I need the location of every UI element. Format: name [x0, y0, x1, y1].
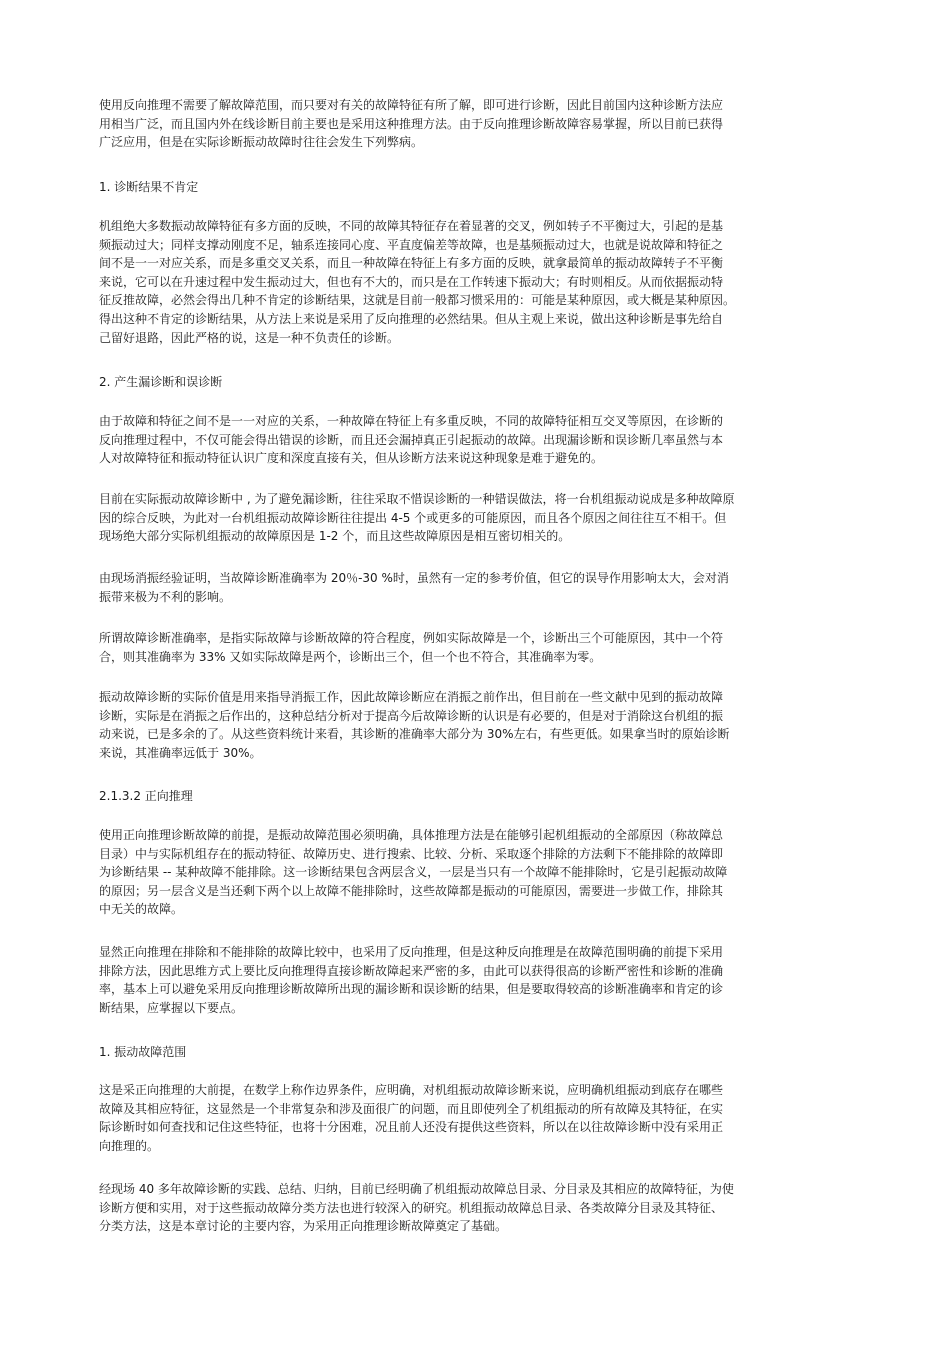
text-line: 振动故障诊断的实际价值是用来指导消振工作，因此故障诊断应在消振之前作出，但目前在一些文献中见到的振动故障 — [99, 690, 724, 704]
section-heading: 1. 振动故障范围 — [99, 1045, 187, 1059]
text-line: 频振动过大；同样支撑动刚度不足，轴系连接同心度、平直度偏差等故障，也是基频振动过大，也就是说故障和特征之 — [99, 237, 724, 252]
paragraph-forward-reasoning-advantage — [99, 943, 819, 1017]
text-line: 诊断，实际是在消振之后作出的，这种总结分析对于提高今后故障诊断的认识是有必要的，但是对于消除这台机组的振 — [99, 708, 724, 723]
text-line: 动来说，已是多余的了。从这些资料统计来看，其诊断的准确率大部分为 30%左右，有些更低。如果拿当时的原始诊断 — [99, 727, 730, 742]
heading-forward-reasoning — [99, 787, 819, 806]
text-line: 机组绝大多数振动故障特征有多方面的反映，不同的故障其特征存在着显著的交叉，例如转子不平衡过大，引起的是基 — [99, 219, 724, 233]
text-line: 目前在实际振动故障诊断中 , 为了避免漏诊断，往往采取不惜误诊断的一种错误做法，将一台机组振动说成是多种故障原 — [99, 492, 735, 506]
text-line: 故障及其相应特征，这显然是一个非常复杂和涉及面很广的问题，而且即使列全了机组振动的所有故障及其特征，在实 — [99, 1101, 724, 1116]
text-line: 诊断方便和实用，对于这些振动故障分类方法也进行较深入的研究。机组振动故障总目录、各类故障分目录及其特征、 — [99, 1200, 724, 1215]
section-heading: 2. 产生漏诊断和误诊断 — [99, 375, 223, 389]
text-line: 率，基本上可以避免采用反向推理诊断故障所出现的漏诊断和误诊断的结果，但是要取得较高的诊断准确率和肯定的诊 — [99, 982, 724, 997]
text-line: 使用反向推理不需要了解故障范围，而只要对有关的故障特征有所了解，即可进行诊断，因此目前国内这种诊断方法应 — [99, 98, 724, 112]
paragraph-uncertain-result — [99, 217, 819, 347]
text-line: 排除方法，因此思维方式上要比反向推理得直接诊断故障起来严密的多，由此可以获得很高的诊断严密性和诊断的准确 — [99, 963, 724, 978]
paragraph-field-experience — [99, 1180, 819, 1236]
text-line: 由现场消振经验证明，当故障诊断准确率为 20％-30 %时，虽然有一定的参考价值，但它的误导作用影响太大，会对消 — [99, 571, 729, 585]
text-line: 这是采正向推理的大前提，在数学上称作边界条件，应明确，对机组振动故障诊断来说，应明确机组振动到底存在哪些 — [99, 1083, 724, 1097]
text-line: 得出这种不肯定的诊断结果，从方法上来说是采用了反向推理的必然结果。但从主观上来说，做出这种诊断是事先给自 — [99, 311, 724, 326]
text-line: 来说，它可以在升速过程中发生振动过大，但也有不大的，而只是在工作转速下振动大；有时则相反。从而依据振动特 — [99, 274, 724, 289]
paragraph-forward-reasoning-premise — [99, 826, 819, 919]
text-line: 际诊断时如何查找和记住这些特征，也将十分困难，况且前人还没有提供这些资料，所以在以往故障诊断中没有采用正 — [99, 1120, 724, 1135]
text-line: 经现场 40 多年故障诊断的实践、总结、归纳，目前已经明确了机组振动故障总目录、分目录及其相应的故障特征，为使 — [99, 1182, 734, 1196]
text-line: 为诊断结果 -- 某种故障不能排除。这一诊断结果包含两层含义，一层是当只有一个故障不能排除时，它是引起振动故障 — [99, 865, 728, 880]
paragraph-missed-misdiagnosis — [99, 412, 819, 468]
paragraph-accuracy-definition — [99, 629, 819, 666]
text-line: 征反推故障，必然会得出几种不肯定的诊断结果，这就是目前一般都习惯采用的：可能是某种原因，或大概是某种原因。 — [99, 293, 736, 308]
paragraph-fault-range — [99, 1081, 819, 1155]
paragraph-accuracy-experience — [99, 569, 819, 606]
heading-fault-range — [99, 1043, 819, 1062]
text-line: 中无关的故障。 — [99, 902, 184, 917]
text-line: 向推理的。 — [99, 1138, 160, 1153]
text-line: 人对故障特征和振动特征认识广度和深度直接有关，但从诊断方法来说这种现象是难于避免的。 — [99, 451, 604, 466]
text-line: 因的综合反映，为此对一台机组振动故障诊断往往提出 4-5 个或更多的可能原因，而且各个原因之间往往互不相干。但 — [99, 510, 727, 525]
text-line: 所谓故障诊断准确率，是指实际故障与诊断故障的符合程度，例如实际故障是一个，诊断出三个可能原因，其中一个符 — [99, 631, 724, 645]
heading-missed-misdiagnosis — [99, 373, 819, 392]
paragraph-current-practice — [99, 490, 819, 546]
section-heading: 2.1.3.2 正向推理 — [99, 789, 193, 803]
text-line: 振带来极为不利的影响。 — [99, 589, 232, 604]
text-line: 显然正向推理在排除和不能排除的故障比较中，也采用了反向推理，但是这种反向推理是在故障范围明确的前提下采用 — [99, 945, 724, 959]
text-line: 使用正向推理诊断故障的前提，是振动故障范围必须明确，具体推理方法是在能够引起机组振动的全部原因（称故障总 — [99, 828, 724, 842]
text-line: 广泛应用，但是在实际诊断振动故障时往往会发生下列弊病。 — [99, 135, 424, 150]
text-line: 现场绝大部分实际机组振动的故障原因是 1-2 个，而且这些故障原因是相互密切相关的。 — [99, 529, 571, 544]
text-line: 的原因；另一层含义是当还剩下两个以上故障不能排除时，这些故障都是振动的可能原因，需要进一步做工作，排除其 — [99, 883, 724, 898]
text-line: 目录）中与实际机组存在的振动特征、故障历史、进行搜索、比较、分析、采取逐个排除的方法剩下不能排除的故障即 — [99, 846, 724, 861]
text-line: 由于故障和特征之间不是一一对应的关系，一种故障在特征上有多重反映，不同的故障特征相互交叉等原因，在诊断的 — [99, 414, 724, 428]
text-line: 合，则其准确率为 33% 又如实际故障是两个，诊断出三个，但一个也不符合，其准确率为零。 — [99, 649, 602, 664]
heading-uncertain-result — [99, 178, 819, 197]
text-line: 分类方法，这是本章讨论的主要内容，为采用正向推理诊断故障奠定了基础。 — [99, 1219, 508, 1234]
text-line: 断结果，应掌握以下要点。 — [99, 1000, 244, 1015]
text-line: 反向推理过程中，不仅可能会得出错误的诊断，而且还会漏掉真正引起振动的故障。出现漏诊断和误诊断几率虽然与本 — [99, 432, 724, 447]
text-line: 来说，其准确率远低于 30%。 — [99, 745, 262, 760]
paragraph-reverse-reasoning-intro — [99, 96, 819, 152]
paragraph-practical-value — [99, 688, 819, 762]
text-line: 用相当广泛，而且国内外在线诊断目前主要也是采用这种推理方法。由于反向推理诊断故障容易掌握，所以目前已获得 — [99, 116, 724, 131]
text-line: 间不是一一对应关系，而是多重交叉关系，而且一种故障在特征上有多方面的反映，就拿最简单的振动故障转子不平衡 — [99, 256, 724, 271]
section-heading: 1. 诊断结果不肯定 — [99, 180, 199, 194]
text-line: 己留好退路，因此严格的说，这是一种不负责任的诊断。 — [99, 330, 400, 345]
